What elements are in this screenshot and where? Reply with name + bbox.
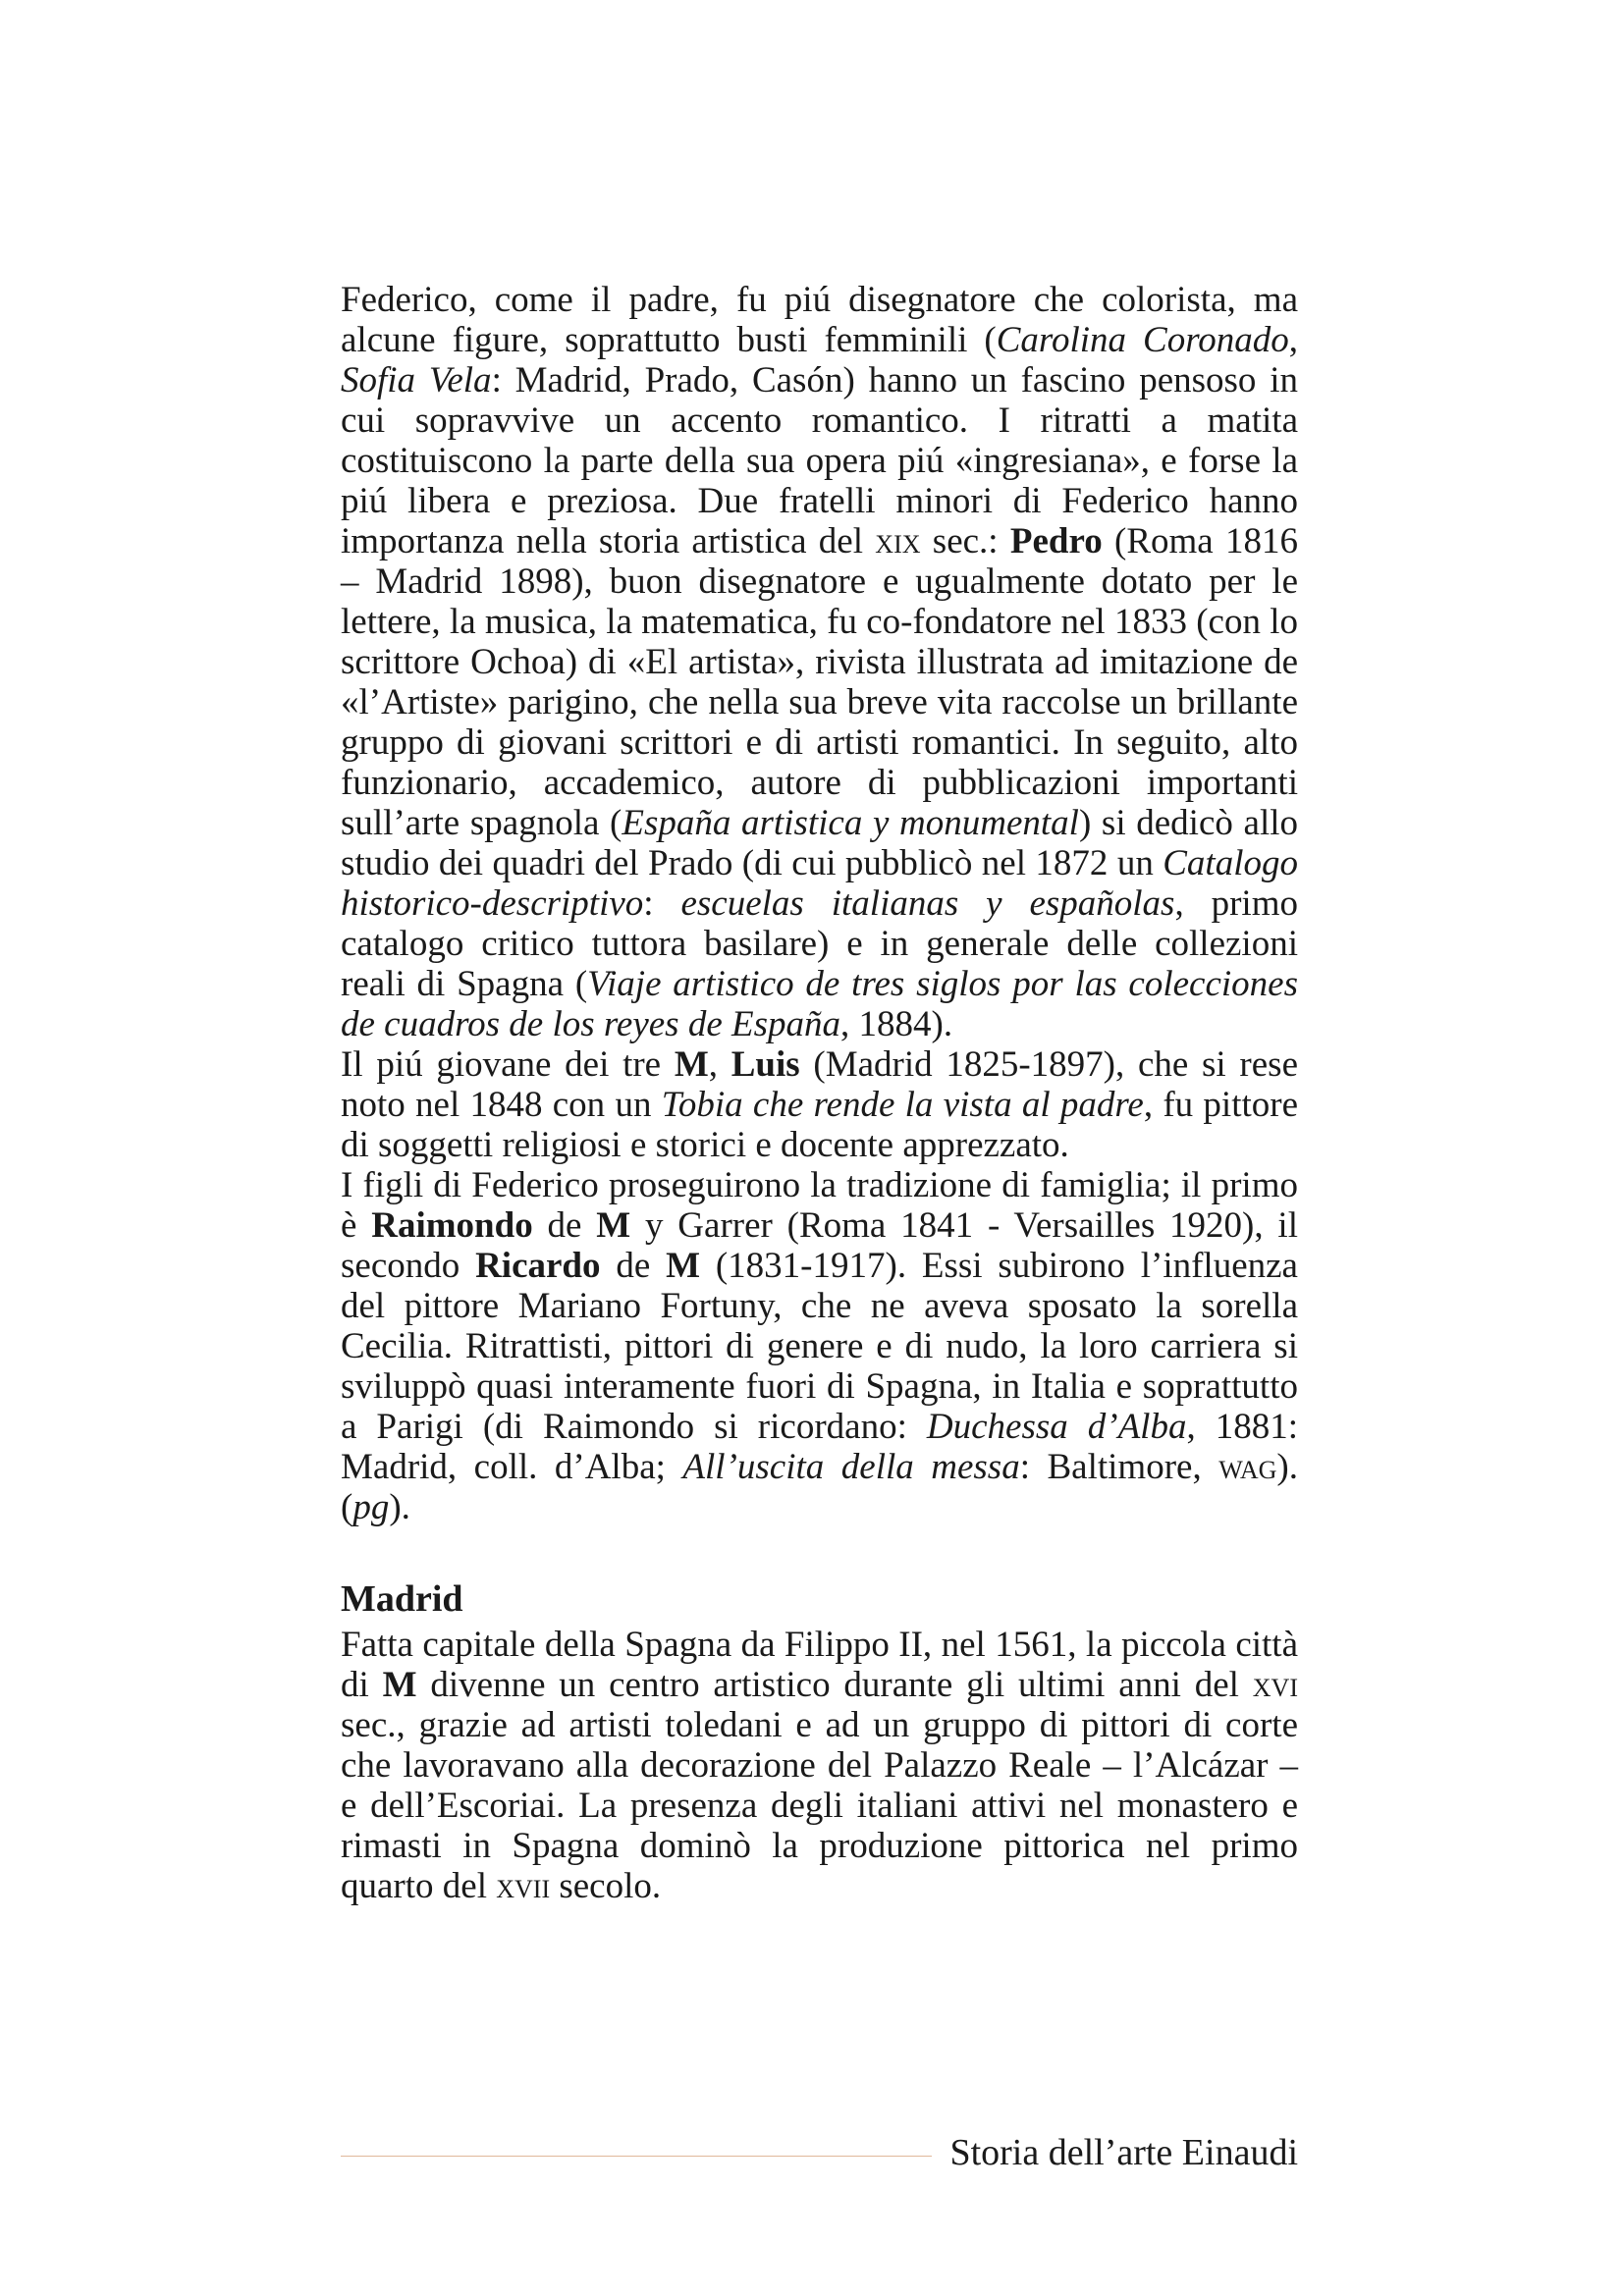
- bold-run: Ricardo: [475, 1246, 601, 1286]
- footer-title: Storia dell’arte Einaudi: [949, 2132, 1298, 2173]
- text-run: ) si dedicò allo studio dei quadri del Prado (di cui pubblicò nel 1872 un: [341, 803, 1298, 883]
- page-footer: [341, 2130, 1298, 2175]
- text-run: :: [643, 883, 681, 924]
- paragraph-federico: [341, 280, 1298, 1044]
- bold-run: Raimondo: [371, 1205, 533, 1246]
- text-run: de: [532, 1205, 597, 1246]
- text-run: Federico, come il padre, fu piú disegnatore che colorista, ma alcune figure, soprattutto busti femminili (: [341, 280, 1298, 360]
- italic-run: Sofia Vela: [341, 360, 492, 400]
- text-run: I figli di Federico proseguirono la tradizione di famiglia; il primo è: [341, 1165, 1298, 1246]
- text-run: ,: [708, 1044, 731, 1085]
- text-run: : Baltimore,: [1019, 1447, 1219, 1487]
- paragraph-figli: [341, 1165, 1298, 1527]
- smallcaps-run: xvii: [496, 1866, 551, 1906]
- text-run: : Madrid, Prado, Casón) hanno un fascino pensoso in cui sopravvive un accento romantico. I ritratti a matita costituiscono la parte della sua opera piú «ingresiana», e forse la piú libera e preziosa. Due fratelli minori di Federico hanno importanza nella storia artistica del: [341, 360, 1298, 561]
- smallcaps-run: xix: [875, 521, 921, 561]
- page-body: [341, 280, 1298, 1906]
- smallcaps-run: xvi: [1252, 1665, 1298, 1705]
- italic-run: Duchessa d’Alba: [926, 1407, 1187, 1447]
- text-run: ).: [389, 1487, 410, 1527]
- bold-run: M: [382, 1665, 417, 1705]
- smallcaps-run: wag: [1218, 1447, 1277, 1487]
- text-run: , 1884).: [840, 1004, 953, 1044]
- paragraph-madrid: [341, 1625, 1298, 1906]
- bold-run: M: [666, 1246, 701, 1286]
- italic-run: All’uscita della messa: [682, 1447, 1020, 1487]
- text-run: secolo.: [550, 1866, 662, 1906]
- footer-rule: [341, 2156, 932, 2157]
- text-run: , fu pittore di soggetti religiosi e storici e docente apprezzato.: [341, 1085, 1298, 1165]
- italic-run: Carolina Coronado: [996, 320, 1289, 360]
- bold-run: Pedro: [1009, 521, 1103, 561]
- text-run: divenne un centro artistico durante gli ultimi anni del: [416, 1665, 1253, 1705]
- text-run: de: [600, 1246, 667, 1286]
- text-run: ). (: [341, 1447, 1298, 1527]
- text-run: (1831-1917). Essi subirono l’influenza del pittore Mariano Fortuny, che ne aveva sposato la sorella Cecilia. Ritrattisti, pittori di genere e di nudo, la loro carriera si sviluppò quasi interamente fuori di Spagna, in Italia e soprattutto a Parigi (di Raimondo si ricordano:: [341, 1246, 1298, 1447]
- text-run: sec., grazie ad artisti toledani e ad un gruppo di pittori di corte che lavoravano alla decorazione del Palazzo Reale – l’Alcázar – e dell’Escoriai. La presenza degli italiani attivi nel monastero e rimasti in Spagna dominò la produzione pittorica nel primo quarto del: [341, 1705, 1298, 1906]
- italic-run: Tobia che rende la vista al padre: [661, 1085, 1144, 1125]
- text-run: sec.:: [920, 521, 1010, 561]
- text-run: (Roma 1816 – Madrid 1898), buon disegnatore e ugualmente dotato per le lettere, la musica, la matematica, fu co-fondatore nel 1833 (con lo scrittore Ochoa) di «El artista», rivista illustrata ad imitazione de «l’Artiste» parigino, che nella sua breve vita raccolse un brillante gruppo di giovani scrittori e di artisti romantici. In seguito, alto funzionario, accademico, autore di pubblicazioni importanti sull’arte spagnola (: [341, 521, 1299, 843]
- italic-run: escuelas italianas y españolas: [680, 883, 1175, 924]
- bold-run: Luis: [730, 1044, 800, 1085]
- text-run: , primo catalogo critico tuttora basilare) e in generale delle collezioni reali di Spagna (: [341, 883, 1298, 1004]
- paragraph-luis: [341, 1044, 1298, 1165]
- text-run: (Madrid 1825-1897), che si rese noto nel 1848 con un: [341, 1044, 1298, 1125]
- entry-heading-madrid: Madrid: [341, 1578, 463, 1620]
- bold-run: M: [596, 1205, 631, 1246]
- italic-run: Catalogo historico-descriptivo: [341, 843, 1298, 924]
- text-run: y Garrer (Roma 1841 - Versailles 1920), il secondo: [341, 1205, 1298, 1286]
- italic-run: pg: [352, 1487, 390, 1527]
- italic-run: Viaje artistico de tres siglos por las colecciones de cuadros de los reyes de España: [341, 964, 1298, 1044]
- text-run: Fatta capitale della Spagna da Filippo II, nel 1561, la piccola città di: [341, 1625, 1298, 1705]
- text-run: Il piú giovane dei tre: [341, 1044, 675, 1085]
- text-run: , 1881: Madrid, coll. d’Alba;: [341, 1407, 1298, 1487]
- italic-run: España artistica y monumental: [622, 803, 1079, 843]
- bold-run: M: [674, 1044, 709, 1085]
- text-run: ,: [1288, 320, 1298, 360]
